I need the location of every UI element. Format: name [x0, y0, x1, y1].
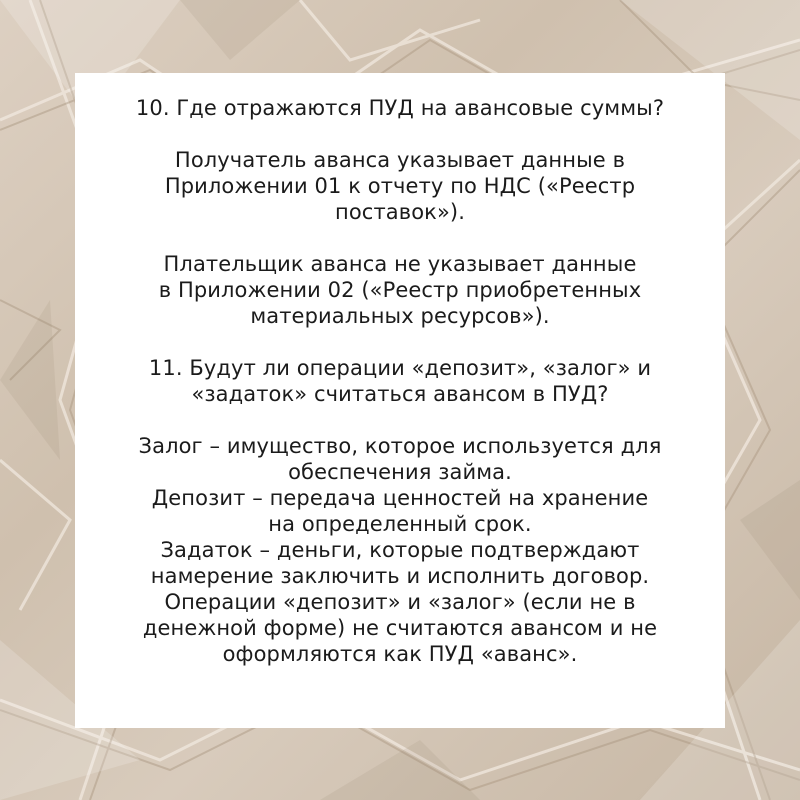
text-card [75, 73, 725, 728]
answer-10-payer-line-1: Плательщик аванса не указывает данные [163, 252, 637, 276]
answer-11-line-4: на определенный срок. [268, 512, 532, 536]
answer-11-line-8: денежной форме) не считаются авансом и не [142, 616, 658, 640]
answer-11-line-9: оформляются как ПУД «аванс». [222, 642, 578, 666]
answer-11-line-6: намерение заключить и исполнить договор. [150, 564, 650, 588]
answer-10-payer-line-3: материальных ресурсов»). [250, 304, 550, 328]
question-10-title: 10. Где отражаются ПУД на авансовые суммы? [135, 96, 665, 120]
answer-10-recipient-line-2: Приложении 01 к отчету по НДС («Реестр [164, 174, 636, 198]
spacer [93, 225, 707, 251]
answer-11-line-2: обеспечения займа. [288, 460, 512, 484]
spacer [93, 121, 707, 147]
answer-11-line-1: Залог – имущество, которое используется для [138, 434, 662, 458]
answer-11-line-7: Операции «депозит» и «залог» (если не в [164, 590, 636, 614]
spacer [93, 329, 707, 355]
spacer [93, 407, 707, 433]
answer-11-line-3: Депозит – передача ценностей на хранение [151, 486, 649, 510]
question-11-title-line-1: 11. Будут ли операции «депозит», «залог» и [148, 356, 652, 380]
answer-10-recipient-line-3: поставок»). [335, 200, 465, 224]
question-11-title-line-2: «задаток» считаться авансом в ПУД? [191, 382, 609, 406]
answer-10-payer-line-2: в Приложении 02 («Реестр приобретенных [158, 278, 642, 302]
faq-text [93, 95, 707, 667]
answer-11-line-5: Задаток – деньги, которые подтверждают [160, 538, 640, 562]
answer-10-recipient-line-1: Получатель аванса указывает данные в [174, 148, 626, 172]
